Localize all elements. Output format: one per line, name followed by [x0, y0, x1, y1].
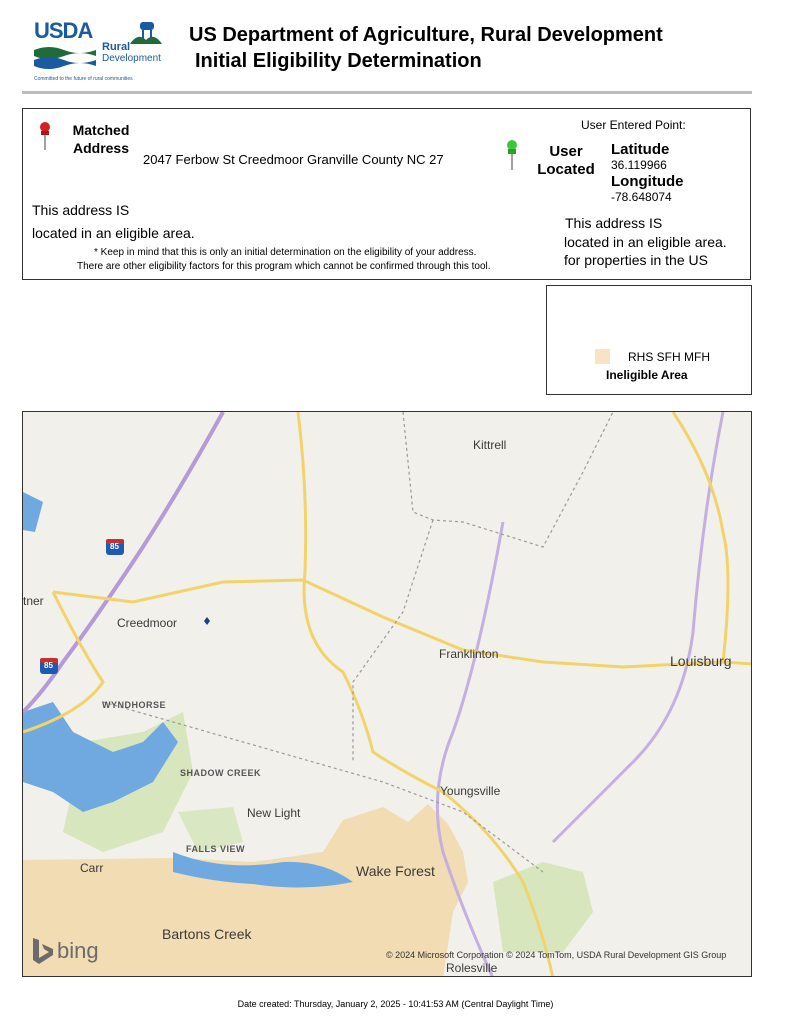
- route-to-louisburg: [553, 412, 723, 842]
- eligibility-info-box: [22, 108, 751, 280]
- water-tower-icon: [130, 18, 162, 44]
- longitude-value: -78.648074: [611, 190, 672, 204]
- location-marker-icon: [204, 617, 210, 625]
- page-subtitle: Initial Eligibility Determination: [195, 50, 482, 72]
- map-label-butner: tner: [23, 594, 44, 608]
- eligibility-map[interactable]: [22, 411, 752, 977]
- map-copyright: © 2024 Microsoft Corporation © 2024 TomTom, USDA Rural Development GIS Group: [386, 950, 727, 960]
- page-title: US Department of Agriculture, Rural Development: [189, 24, 663, 46]
- latitude-label: Latitude: [611, 141, 670, 158]
- matched-result-line1: This address IS: [32, 202, 130, 218]
- latitude-value: 36.119966: [611, 158, 667, 172]
- matched-address-value: 2047 Ferbow St Creedmoor Granville County NC 27: [143, 152, 444, 167]
- map-label-i85-south: 85: [44, 661, 53, 670]
- map-label-new-light: New Light: [247, 806, 301, 820]
- map-label-falls-view: FALLS VIEW: [186, 844, 245, 854]
- user-result-line1: This address IS: [565, 215, 663, 231]
- red-pushpin-icon: [37, 121, 53, 151]
- date-created: Date created: Thursday, January 2, 2025 - 10:41:53 AM (Central Daylight Time): [237, 999, 554, 1009]
- map-label-youngsville: Youngsville: [440, 784, 501, 798]
- small-lake: [23, 492, 43, 532]
- longitude-label: Longitude: [611, 173, 684, 190]
- disclaimer-line1: * Keep in mind that this is only an initial determination on the eligibility of your address.: [94, 247, 477, 258]
- user-result-line2: located in an eligible area.: [564, 234, 727, 250]
- map-label-rolesville: Rolesville: [446, 961, 498, 975]
- map-label-i85-north: 85: [110, 542, 119, 551]
- disclaimer-line2: There are other eligibility factors for this program which cannot be confirmed through this tool.: [77, 261, 491, 272]
- county-line: [403, 412, 613, 547]
- matched-address-label: Matched Address: [72, 122, 130, 156]
- map-label-carr: Carr: [80, 861, 104, 875]
- map-canvas: [23, 412, 752, 977]
- legend-program: RHS SFH MFH: [628, 350, 710, 364]
- map-label-franklinton: Franklinton: [439, 647, 499, 661]
- logo-usda-text: USDA: [34, 18, 93, 43]
- header-divider: [22, 91, 752, 94]
- usda-rd-logo: [34, 18, 164, 82]
- logo-rural-development: Rural Development: [102, 41, 161, 64]
- map-label-wyndhorse: WYNDHORSE: [102, 700, 167, 710]
- user-located-label: User Located: [537, 143, 595, 178]
- user-entered-point-heading: User Entered Point:: [581, 118, 686, 132]
- map-label-shadow-creek: SHADOW CREEK: [180, 768, 262, 778]
- highway-north: [673, 412, 728, 662]
- map-label-creedmoor: Creedmoor: [117, 616, 178, 630]
- user-result-line3: for properties in the US: [564, 252, 708, 268]
- green-pushpin-icon: [504, 139, 520, 171]
- map-label-wake-forest: Wake Forest: [356, 863, 435, 879]
- matched-result-line2: located in an eligible area.: [32, 225, 195, 241]
- map-label-kittrell: Kittrell: [473, 438, 507, 452]
- logo-waves-icon: [34, 44, 96, 72]
- bing-wordmark: bing: [57, 938, 99, 963]
- map-legend: [546, 285, 752, 395]
- map-label-bartons-creek: Bartons Creek: [162, 926, 252, 942]
- ineligible-area-swatch: [595, 349, 610, 364]
- logo-tagline: Committed to the future of rural communities: [34, 76, 133, 82]
- map-label-louisburg: Louisburg: [670, 653, 732, 669]
- legend-area: Ineligible Area: [606, 368, 688, 382]
